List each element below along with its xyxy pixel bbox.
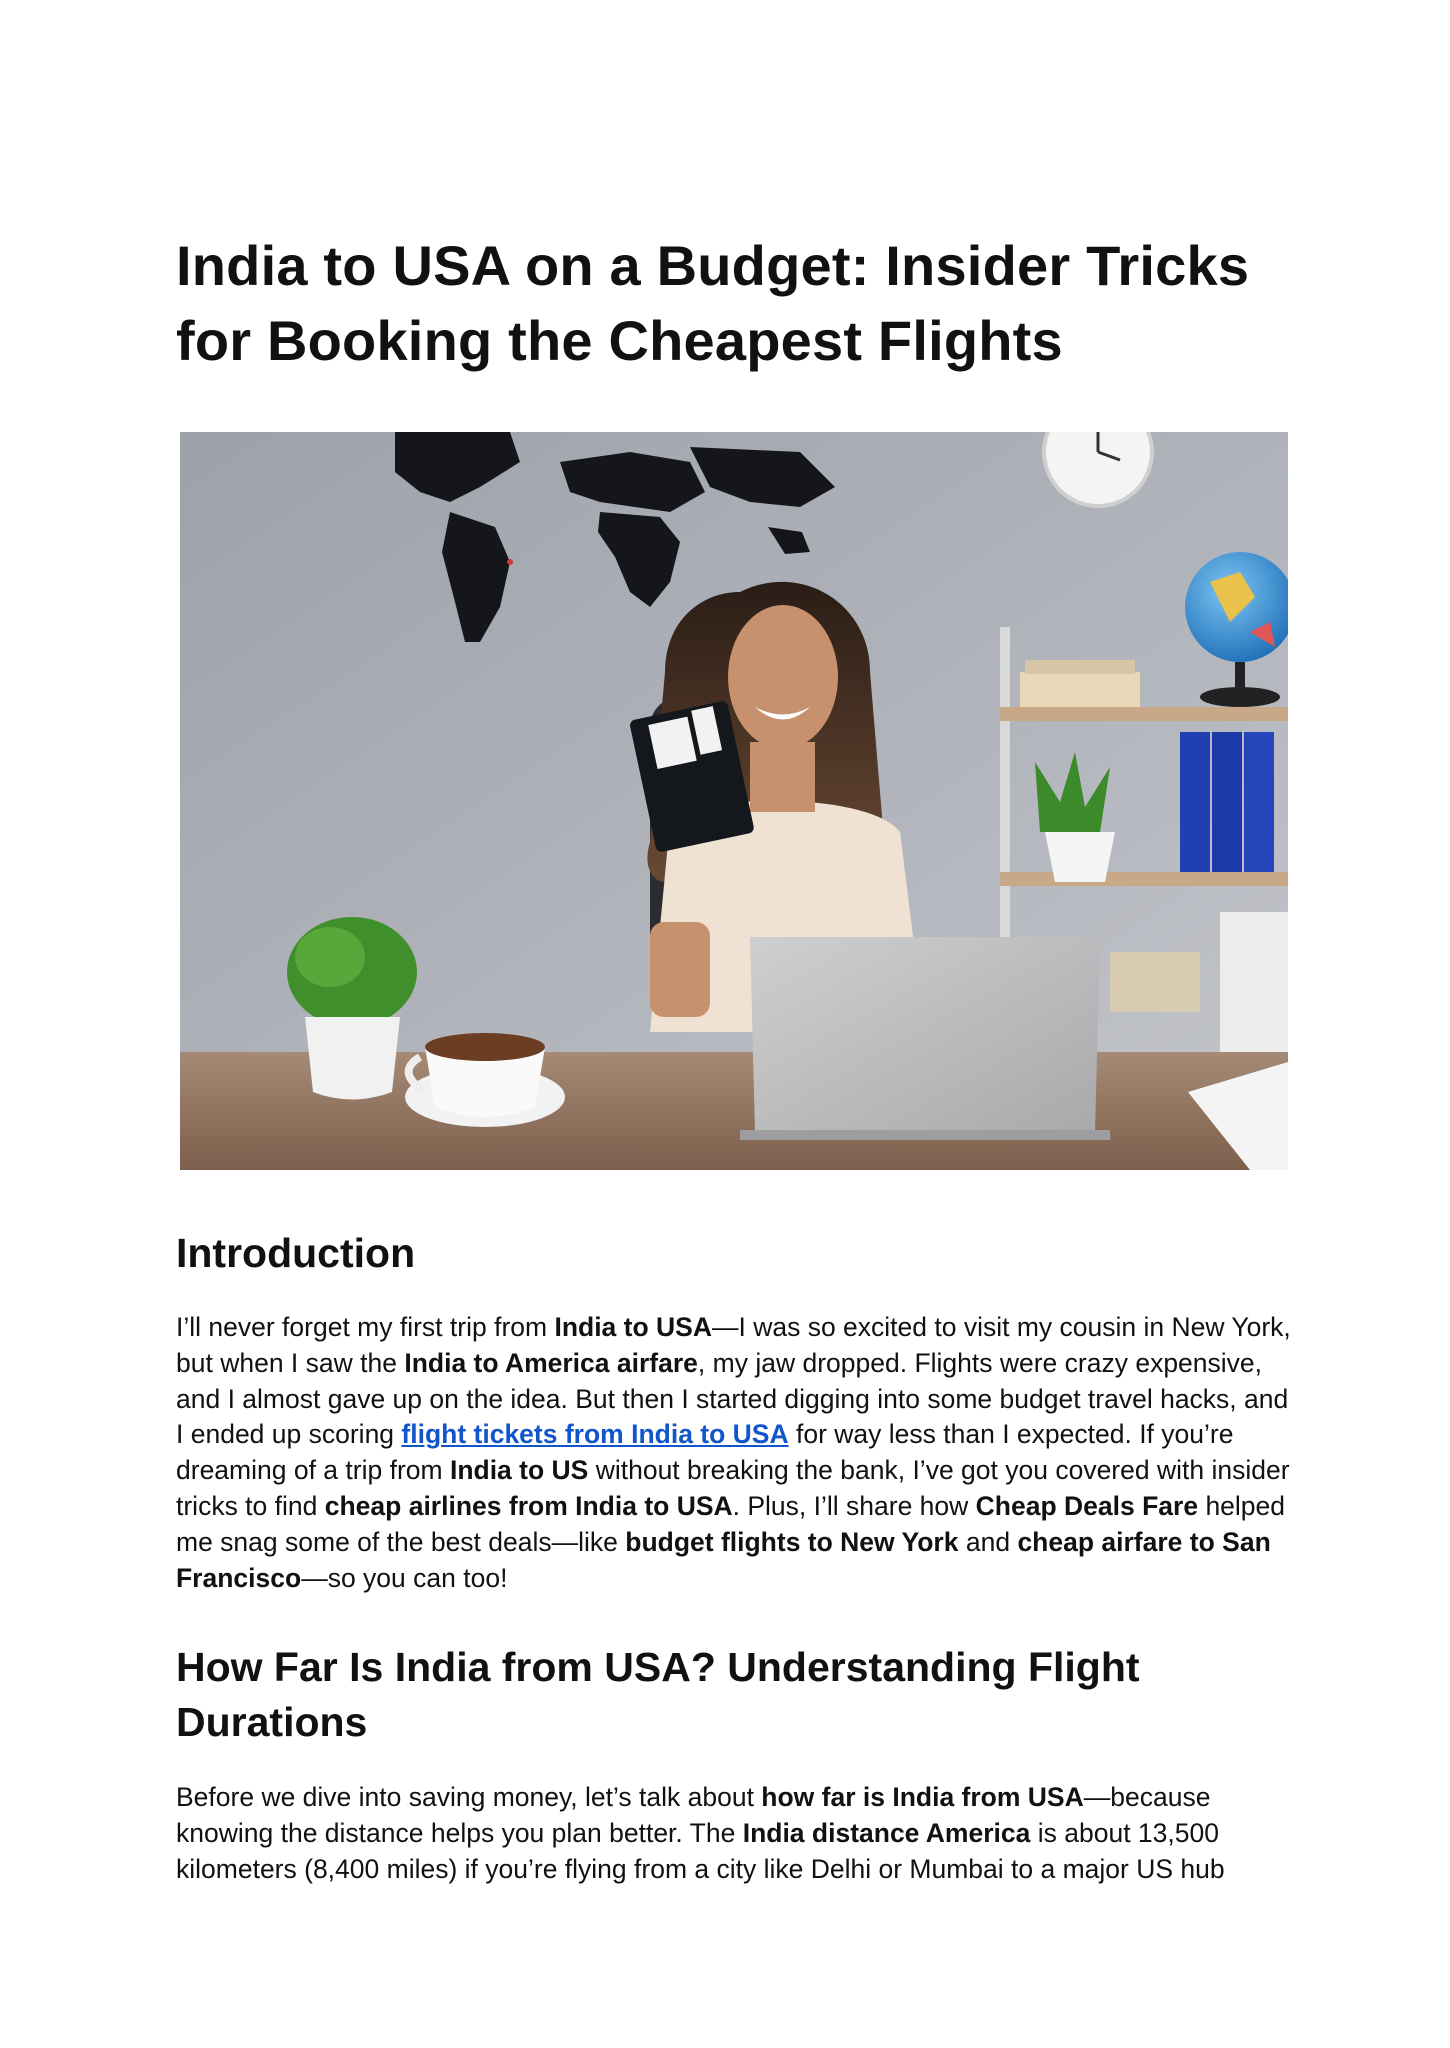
text-run: I’ll never forget my first trip from <box>176 1312 555 1342</box>
text-run: Before we dive into saving money, let’s talk about <box>176 1782 762 1812</box>
text-run: for way less than I expected. If you’re dreaming of a trip from <box>176 1419 1234 1486</box>
text-run: and <box>958 1526 1018 1557</box>
intro-paragraph <box>176 1310 1296 1596</box>
laptop <box>740 937 1110 1140</box>
bold-phrase: cheap airfare to San Francisco <box>176 1526 1271 1593</box>
bold-phrase: Cheap Deals Fare <box>975 1490 1199 1521</box>
bold-phrase: how far is India from USA <box>761 1782 1084 1812</box>
heading-introduction: Introduction <box>176 1230 416 1276</box>
text-run: —so you can too! <box>301 1562 508 1593</box>
bold-phrase: India to US <box>449 1455 589 1486</box>
bold-phrase: India distance America <box>742 1817 1031 1848</box>
text-run: is about 13,500 kilometers (8,400 miles) if you’re flying from a city like Delhi or Mumbai to a major US hub <box>176 1817 1225 1884</box>
heading-how-far: How Far Is India from USA? Understanding Flight Durations <box>176 1644 1140 1745</box>
bold-phrase: India to USA <box>554 1312 712 1342</box>
text-run: helped me snag some of the best deals—like <box>176 1490 1286 1557</box>
text-run: —I was so excited to visit my cousin in New York, but when I saw the <box>176 1312 1291 1378</box>
hero-image <box>180 432 1288 1170</box>
text-run: , my jaw dropped. Flights were crazy expensive, and I almost gave up on the idea. But then I started digging into some budget travel hacks, and I ended up scoring <box>176 1347 1289 1450</box>
text-run: . Plus, I’ll share how <box>732 1490 976 1521</box>
text-run: —because knowing the distance helps you plan better. The <box>176 1782 1211 1848</box>
distance-paragraph <box>176 1780 1296 1887</box>
coffee-cup <box>405 1033 565 1127</box>
hero-illustration <box>180 432 1288 1170</box>
bold-phrase: India to America airfare <box>404 1347 698 1378</box>
bold-phrase: budget flights to New York <box>625 1526 959 1557</box>
flight-tickets-link[interactable]: flight tickets from India to USA <box>401 1419 789 1450</box>
article-title: India to USA on a Budget: Insider Tricks for Booking the Cheapest Flights <box>176 234 1250 372</box>
bold-phrase: cheap airlines from India to USA <box>324 1490 733 1521</box>
text-run: without breaking the bank, I’ve got you covered with insider tricks to find <box>176 1455 1290 1521</box>
